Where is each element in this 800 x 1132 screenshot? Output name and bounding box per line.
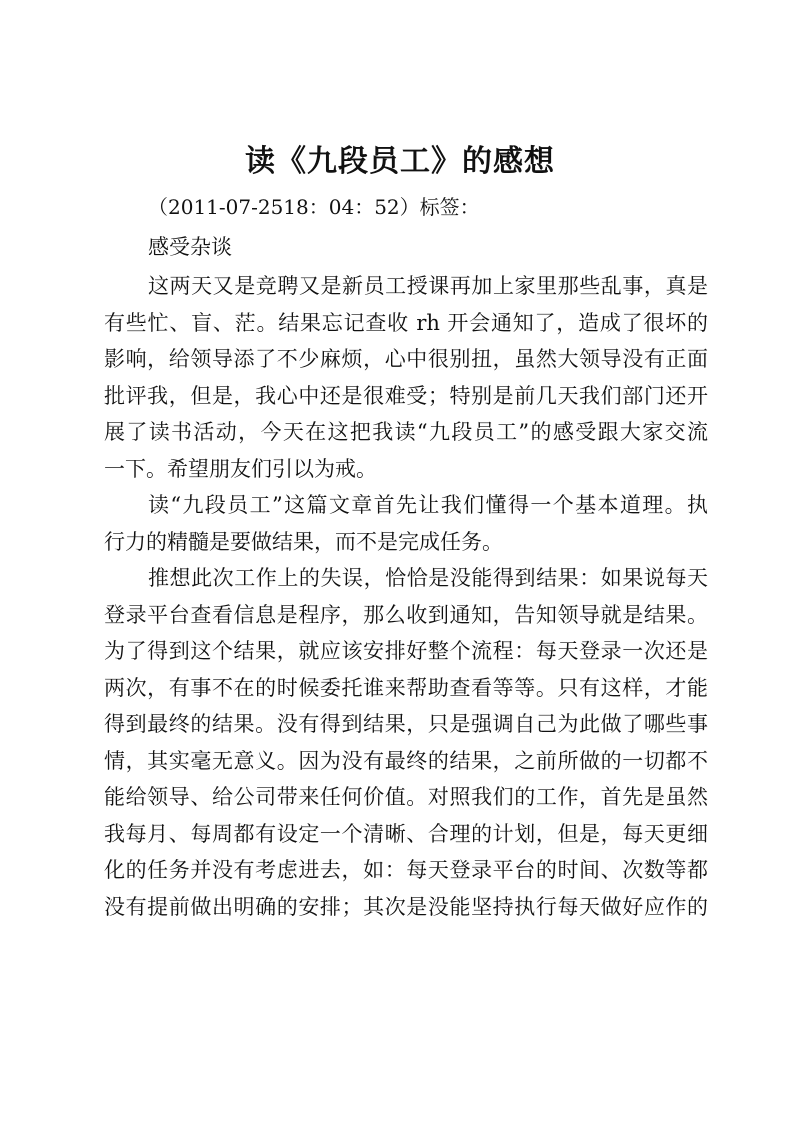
text-line: 影响，给领导添了不少麻烦，心中很别扭，虽然大领导没有正面 (104, 347, 708, 371)
text-line: 没有提前做出明确的安排；其次是没能坚持执行每天做好应作的 (104, 894, 708, 919)
paragraph-3 (104, 560, 708, 925)
text-line: 有些忙、盲、茫。结果忘记查收 rh 开会通知了，造成了很坏的 (104, 310, 708, 335)
text-line: 我每月、每周都有设定一个清晰、合理的计划，但是，每天更细 (104, 821, 708, 846)
text-line: 行力的精髓是要做结果，而不是完成任务。 (104, 529, 503, 554)
paragraph-1 (104, 268, 708, 487)
text-line: 展了读书活动，今天在这把我读“九段员工”的感受跟大家交流 (104, 420, 708, 444)
text-line: 得到最终的结果。没有得到结果，只是强调自己为此做了哪些事 (104, 712, 708, 736)
text-line: 为了得到这个结果，就应该安排好整个流程：每天登录一次还是 (104, 639, 708, 663)
text-line: 化的任务并没有考虑进去，如：每天登录平台的时间、次数等都 (104, 858, 708, 882)
document-body (104, 268, 708, 925)
document-title: 读《九段员工》的感想 (245, 144, 555, 179)
text-line: 两次，有事不在的时候委托谁来帮助查看等等。只有这样，才能 (104, 675, 708, 700)
text-line: 能给领导、给公司带来任何价值。对照我们的工作，首先是虽然 (104, 785, 708, 809)
text-line: 情，其实毫无意义。因为没有最终的结果，之前所做的一切都不 (104, 748, 708, 773)
text-line: 登录平台查看信息是程序，那么收到通知，告知领导就是结果。 (104, 602, 708, 627)
post-meta: （2011-07-2518：04：52）标签： (148, 195, 480, 219)
paragraph-2 (104, 487, 708, 560)
text-line: 批评我，但是，我心中还是很难受；特别是前几天我们部门还开 (104, 383, 708, 408)
text-line: 推想此次工作上的失误，恰恰是没能得到结果：如果说每天 (148, 566, 708, 590)
text-line: 读“九段员工”这篇文章首先让我们懂得一个基本道理。执 (148, 493, 708, 517)
text-line: 这两天又是竞聘又是新员工授课再加上家里那些乱事，真是 (148, 274, 708, 298)
text-line: 一下。希望朋友们引以为戒。 (104, 456, 377, 481)
post-tags: 感受杂谈 (148, 235, 232, 259)
